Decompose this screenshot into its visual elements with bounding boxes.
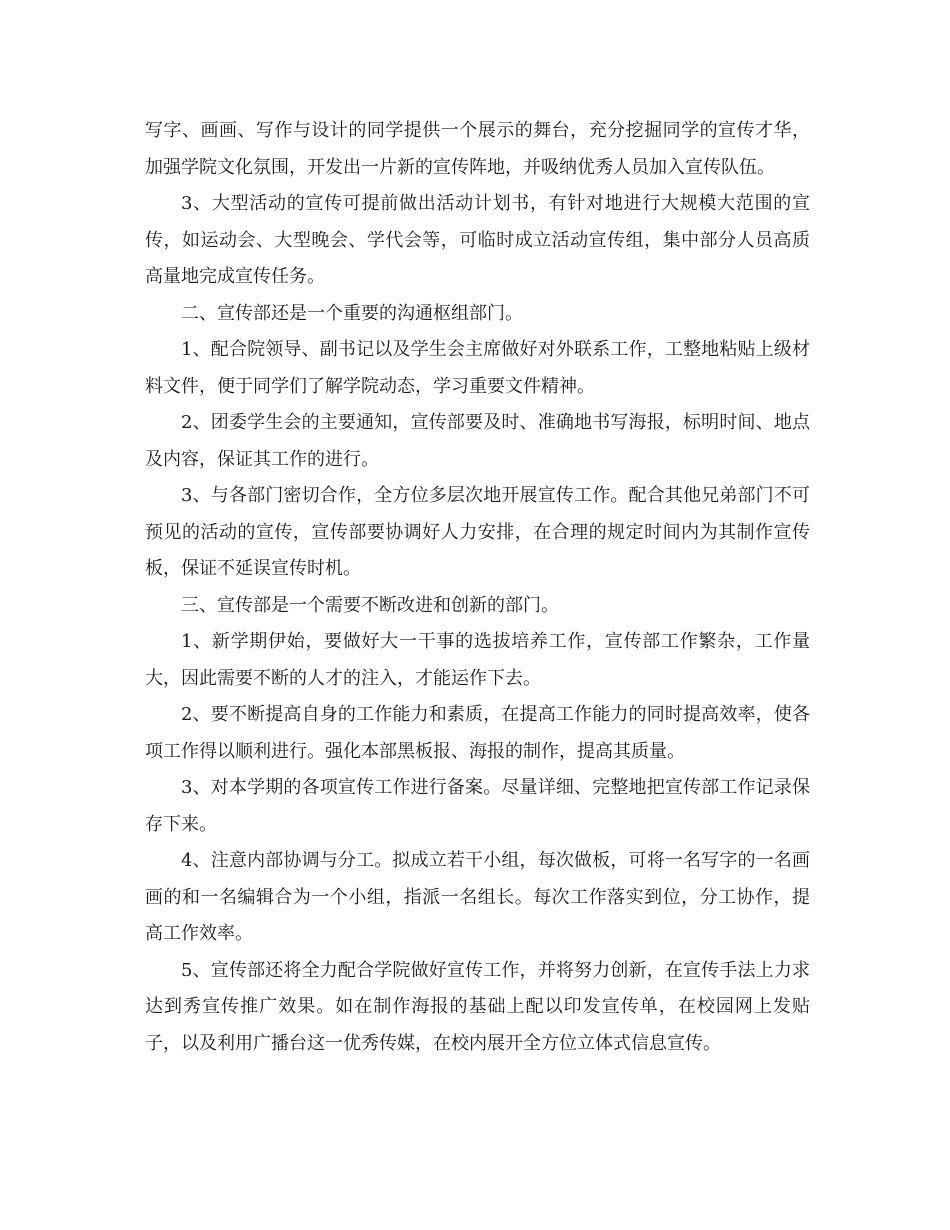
paragraph-item-external-liaison: 1、配合院领导、副书记以及学生会主席做好对外联系工作，工整地粘贴上级材料文件，便于同学们了解学院动态，学习重要文件精神。	[145, 339, 810, 397]
paragraph-continuation: 写字、画画、写作与设计的同学提供一个展示的舞台，充分挖掘同学的宣传才华，加强学院文化氛围，开发出一片新的宣传阵地，并吸纳优秀人员加入宣传队伍。	[145, 120, 810, 178]
section-heading-communication: 二、宣传部还是一个重要的沟通枢组部门。	[181, 302, 523, 324]
paragraph-item-teamwork: 4、注意内部协调与分工。拟成立若干小组，每次做板，可将一名写字的一名画画的和一名编辑合为一个小组，指派一名组长。每次工作落实到位，分工协作，提高工作效率。	[145, 850, 810, 944]
document-body	[145, 113, 810, 1062]
paragraph-item-recruitment: 1、新学期伊始，要做好大一干事的选拔培养工作，宣传部工作繁杂，工作量大，因此需要不断的人才的注入，才能运作下去。	[145, 631, 810, 689]
paragraph-item-cooperation: 3、与各部门密切合作，全方位多层次地开展宣传工作。配合其他兄弟部门不可预见的活动的宣传，宣传部要协调好人力安排，在合理的规定时间内为其制作宣传板，保证不延误宣传时机。	[145, 485, 810, 579]
paragraph-item-large-events: 3、大型活动的宣传可提前做出活动计划书，有针对地进行大规模大范围的宣传，如运动会、大型晚会、学代会等，可临时成立活动宣传组，集中部分人员高质高量地完成宣传任务。	[145, 193, 810, 287]
section-heading-innovation: 三、宣传部是一个需要不断改进和创新的部门。	[181, 594, 559, 616]
paragraph-item-promotion: 5、宣传部还将全力配合学院做好宣传工作，并将努力创新，在宣传手法上力求达到秀宣传推广效果。如在制作海报的基础上配以印发宣传单，在校园网上发贴子，以及利用广播台这一优秀传媒，在校内展开全方位立体式信息宣传。	[145, 959, 810, 1054]
paragraph-item-notices: 2、团委学生会的主要通知，宣传部要及时、准确地书写海报，标明时间、地点及内容，保证其工作的进行。	[145, 412, 810, 470]
paragraph-item-capability: 2、要不断提高自身的工作能力和素质，在提高工作能力的同时提高效率，使各项工作得以顺利进行。强化本部黑板报、海报的制作，提高其质量。	[145, 704, 810, 762]
paragraph-item-records: 3、对本学期的各项宣传工作进行备案。尽量详细、完整地把宣传部工作记录保存下来。	[145, 777, 810, 835]
